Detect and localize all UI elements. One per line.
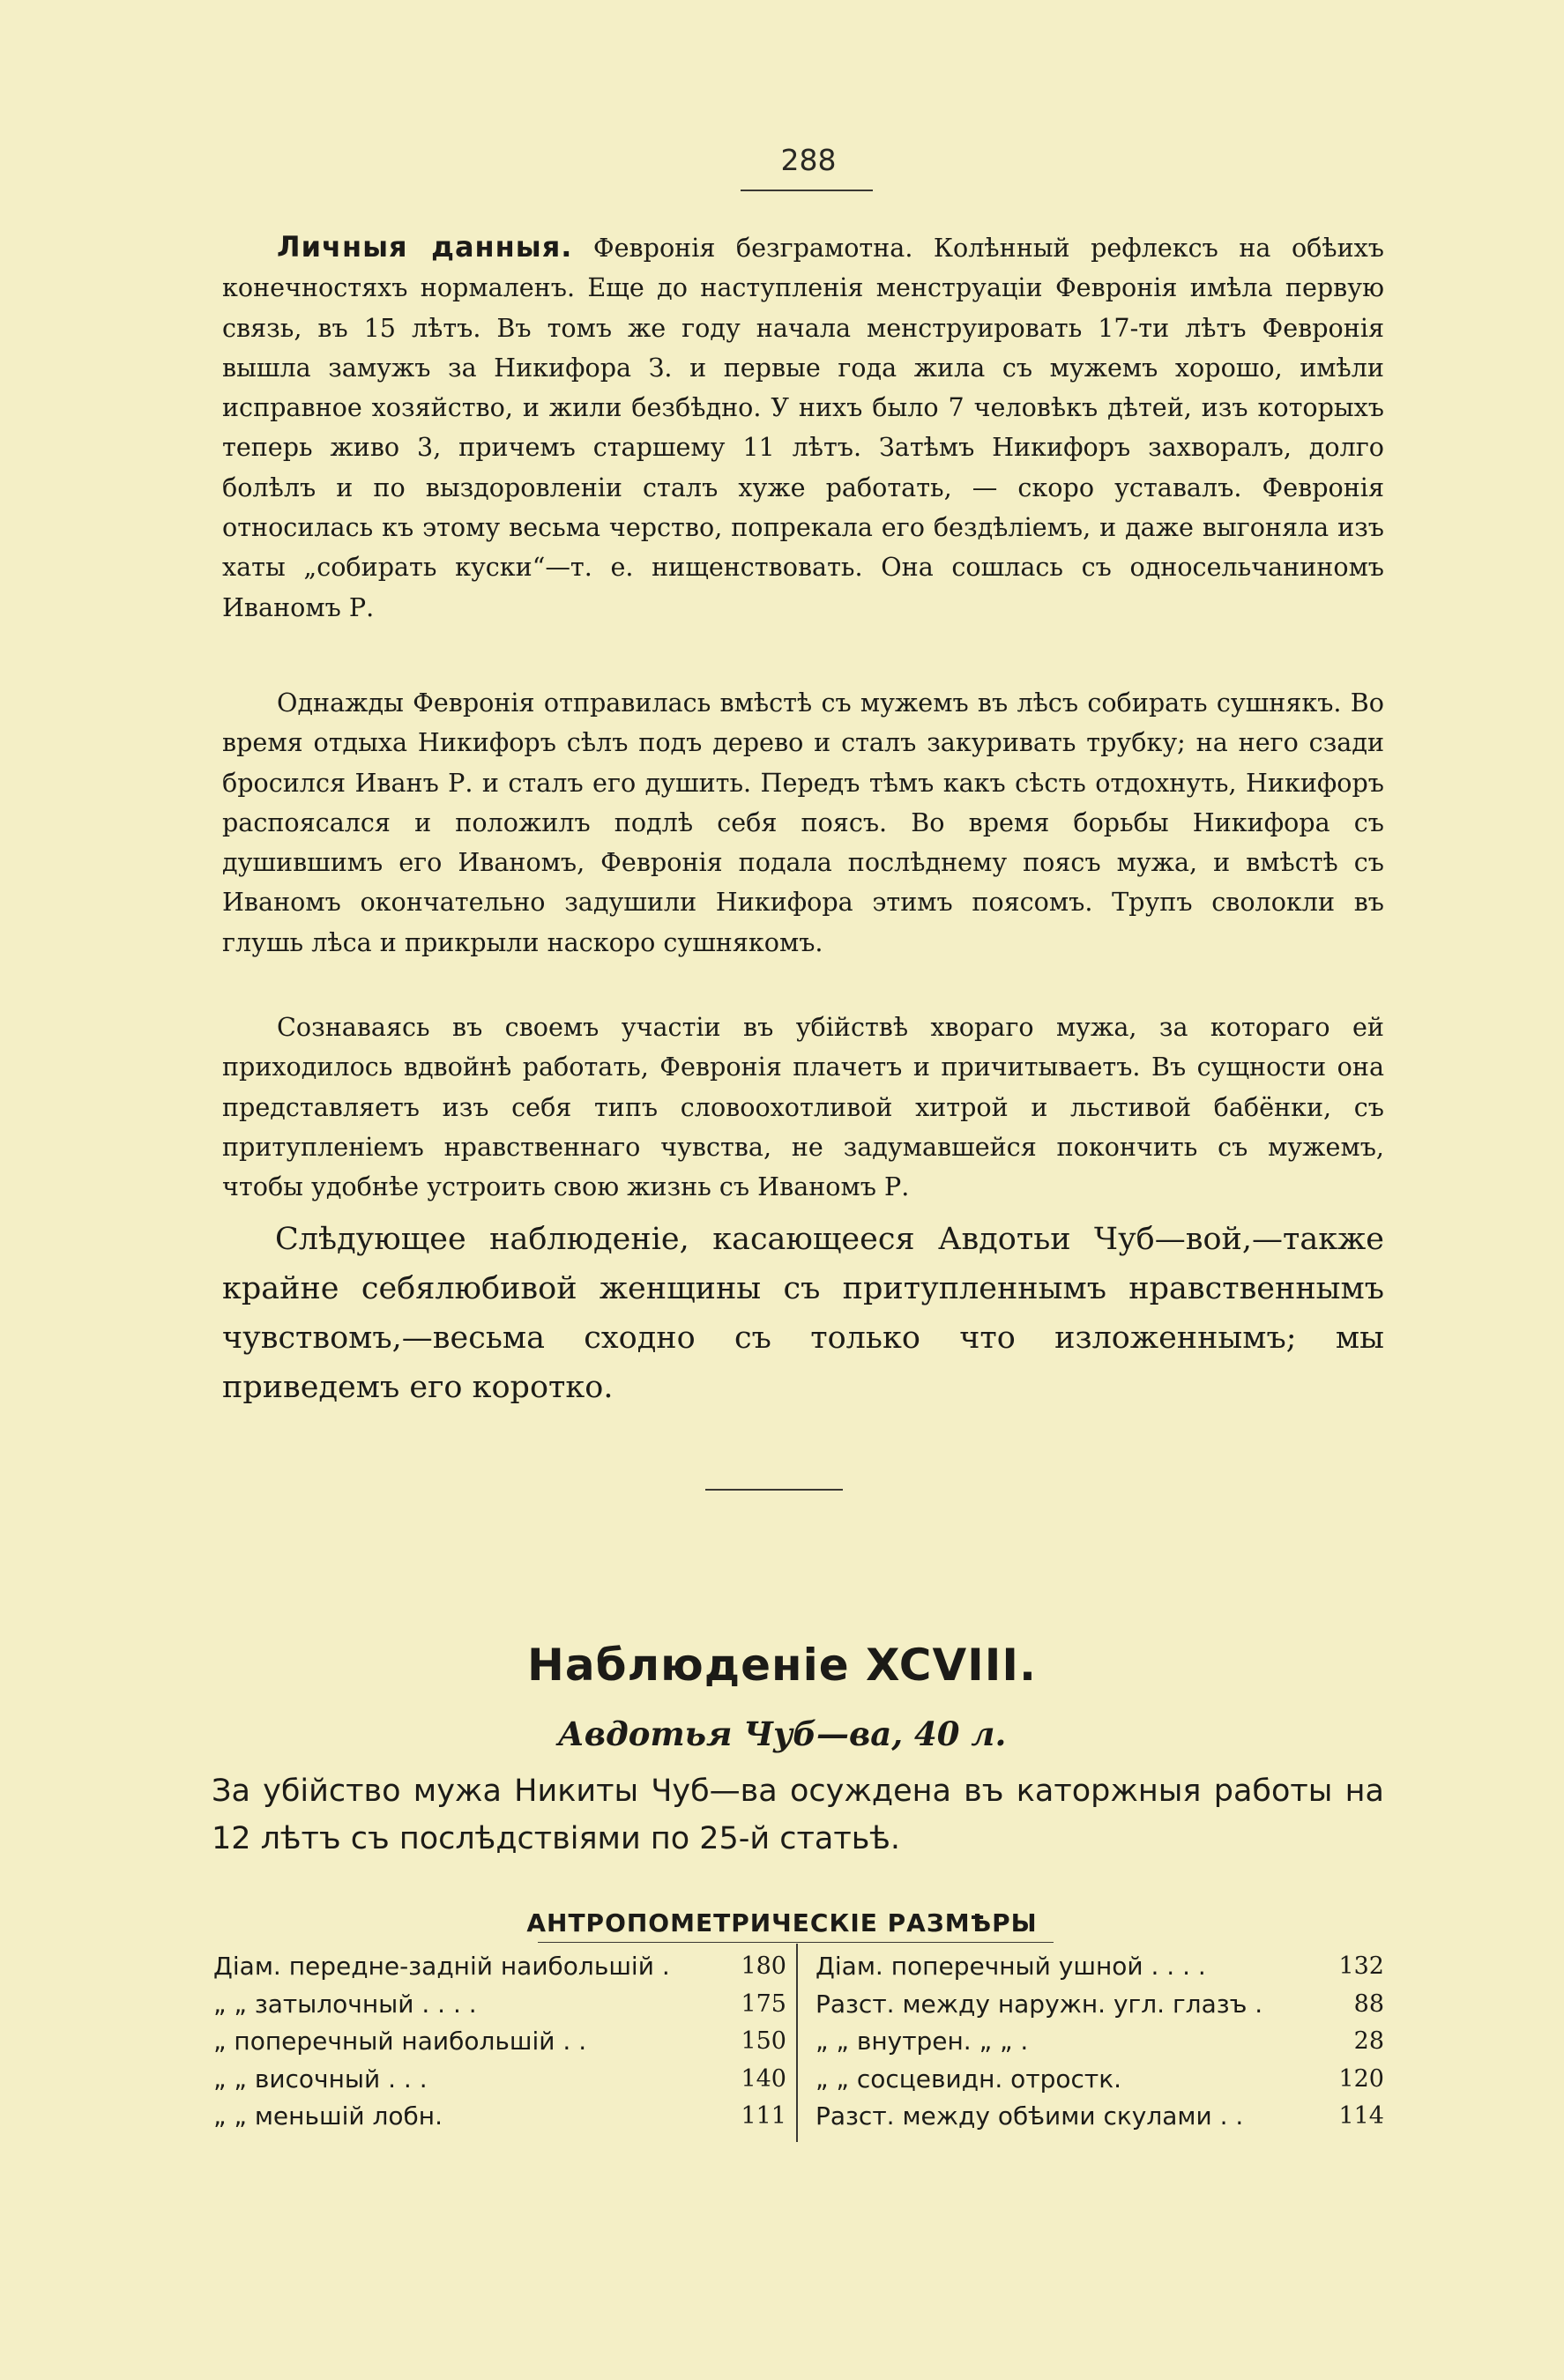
measurement-value: 114 <box>1338 2102 1384 2130</box>
measurement-label: Разст. между обѣими скулами . . <box>816 2101 1244 2131</box>
measurement-value: 140 <box>741 2064 786 2093</box>
table-row <box>213 2098 786 2136</box>
measurement-value: 180 <box>741 1952 786 1980</box>
measurements-column-divider <box>796 1944 798 2142</box>
measurement-value: 150 <box>741 2027 786 2055</box>
table-row <box>213 1948 786 1986</box>
measurement-value: 120 <box>1338 2064 1384 2093</box>
confession-block <box>222 1008 1384 1207</box>
measurement-label: „ „ сосцевидн. отростк. <box>816 2064 1122 2094</box>
table-row <box>816 2023 1384 2061</box>
measurement-label: Діам. передне-задній наибольшій . <box>213 1952 670 1981</box>
measurement-label: „ поперечный наибольшій . . <box>213 2027 587 2056</box>
measurement-label: „ „ меньшій лобн. <box>213 2101 443 2131</box>
section-separator <box>705 1489 843 1491</box>
murder-account-paragraph: Однажды Февронія отправилась вмѣстѣ съ мужемъ въ лѣсъ собирать сушнякъ. Во время отдыха Никифоръ сѣлъ подъ дерево и сталъ закуривать трубку; на него сзади бросился Иванъ Р. и сталъ его душить. Передъ тѣмъ какъ сѣсть отдохнуть, Никифоръ распоясался и положилъ подлѣ себя поясъ. Во время борьбы Никифора съ душившимъ его Иваномъ, Февронія подала послѣднему поясъ мужа, и вмѣстѣ съ Иваномъ окончательно задушили Никифора этимъ поясомъ. Трупъ сволокли въ глушь лѣса и прикрыли наскоро сушнякомъ. <box>222 688 1384 957</box>
measurement-value: 132 <box>1338 1952 1384 1980</box>
measurement-label: Діам. поперечный ушной . . . . <box>816 1952 1206 1981</box>
measurements-left-column <box>213 1948 786 2136</box>
observation-title: Наблюденіе XCVIII. <box>527 1640 1037 1691</box>
measurement-label: Разст. между наружн. угл. глазъ . <box>816 1989 1263 2019</box>
table-row <box>816 1986 1384 2024</box>
table-row <box>213 2061 786 2099</box>
table-row <box>816 2098 1384 2136</box>
page-number: 288 <box>780 143 837 177</box>
table-row <box>816 1948 1384 1986</box>
personal-data-text: Февронія безграмотна. Колѣнный рефлексъ на обѣихъ конечностяхъ нормаленъ. Еще до наступленія менструаціи Февронія имѣла первую связь, въ 15 лѣтъ. Въ томъ же году начала менструировать 17-ти лѣтъ Февронія вышла замужъ за Никифора З. и первые года жила съ мужемъ хорошо, имѣли исправное хозяйство, и жили безбѣдно. У нихъ было 7 человѣкъ дѣтей, изъ которыхъ теперь живо 3, причемъ старшему 11 лѣтъ. Затѣмъ Никифоръ захворалъ, долго болѣлъ и по выздоровленіи сталъ хуже работать, — скоро уставалъ. Февронія относилась къ этому весьма черство, попрекала его бездѣліемъ, и даже выгоняла изъ хаты „собирать куски“—т. е. нищенствовать. Она сошлась съ односельчаниномъ Иваномъ Р. <box>222 233 1384 622</box>
page-number-rule <box>741 190 873 191</box>
table-row <box>213 1986 786 2024</box>
measurement-value: 28 <box>1353 2027 1384 2055</box>
measurement-value: 111 <box>741 2102 786 2130</box>
observation-subtitle: Авдотья Чуб—ва, 40 л. <box>557 1714 1007 1753</box>
measurement-label: „ „ внутрен. „ „ . <box>816 2027 1029 2056</box>
measurement-value: 88 <box>1353 1990 1384 2018</box>
murder-account-block <box>222 683 1384 963</box>
measurement-label: „ „ затылочный . . . . <box>213 1989 477 2019</box>
measurement-label: „ „ височный . . . <box>213 2064 428 2094</box>
measurements-right-column <box>816 1948 1384 2136</box>
transition-paragraph: Слѣдующее наблюденіе, касающееся Авдотьи Чуб—вой,—также крайне себялюбивой женщины съ притупленнымъ нравственнымъ чувствомъ,—весьма сходно съ только что изложеннымъ; мы приведемъ его коротко. <box>222 1222 1384 1405</box>
case-text-block <box>222 227 1384 628</box>
measurements-heading: АНТРОПОМЕТРИЧЕСКІЕ РАЗМѢРЫ <box>526 1908 1038 1937</box>
verdict-text: За убійство мужа Никиты Чуб—ва осуждена въ каторжныя работы на 12 лѣтъ съ послѣдствіями по 25-й статьѣ. <box>212 1774 1384 1856</box>
table-row <box>816 2061 1384 2099</box>
measurement-value: 175 <box>741 1990 786 2018</box>
confession-paragraph: Сознаваясь въ своемъ участіи въ убійствѣ хвораго мужа, за котораго ей приходилось вдвойнѣ работать, Февронія плачетъ и причитываетъ. Въ сущности она представляетъ изъ себя типъ словоохотливой хитрой и льстивой бабёнки, съ притупленіемъ нравственнаго чувства, не задумавшейся покончить съ мужемъ, чтобы удобнѣе устроить свою жизнь съ Иваномъ Р. <box>222 1012 1384 1202</box>
personal-data-lead: Личныя данныя. <box>277 230 573 264</box>
table-row <box>213 2023 786 2061</box>
personal-data-paragraph <box>222 227 1384 628</box>
measurements-heading-rule <box>538 1942 1054 1943</box>
